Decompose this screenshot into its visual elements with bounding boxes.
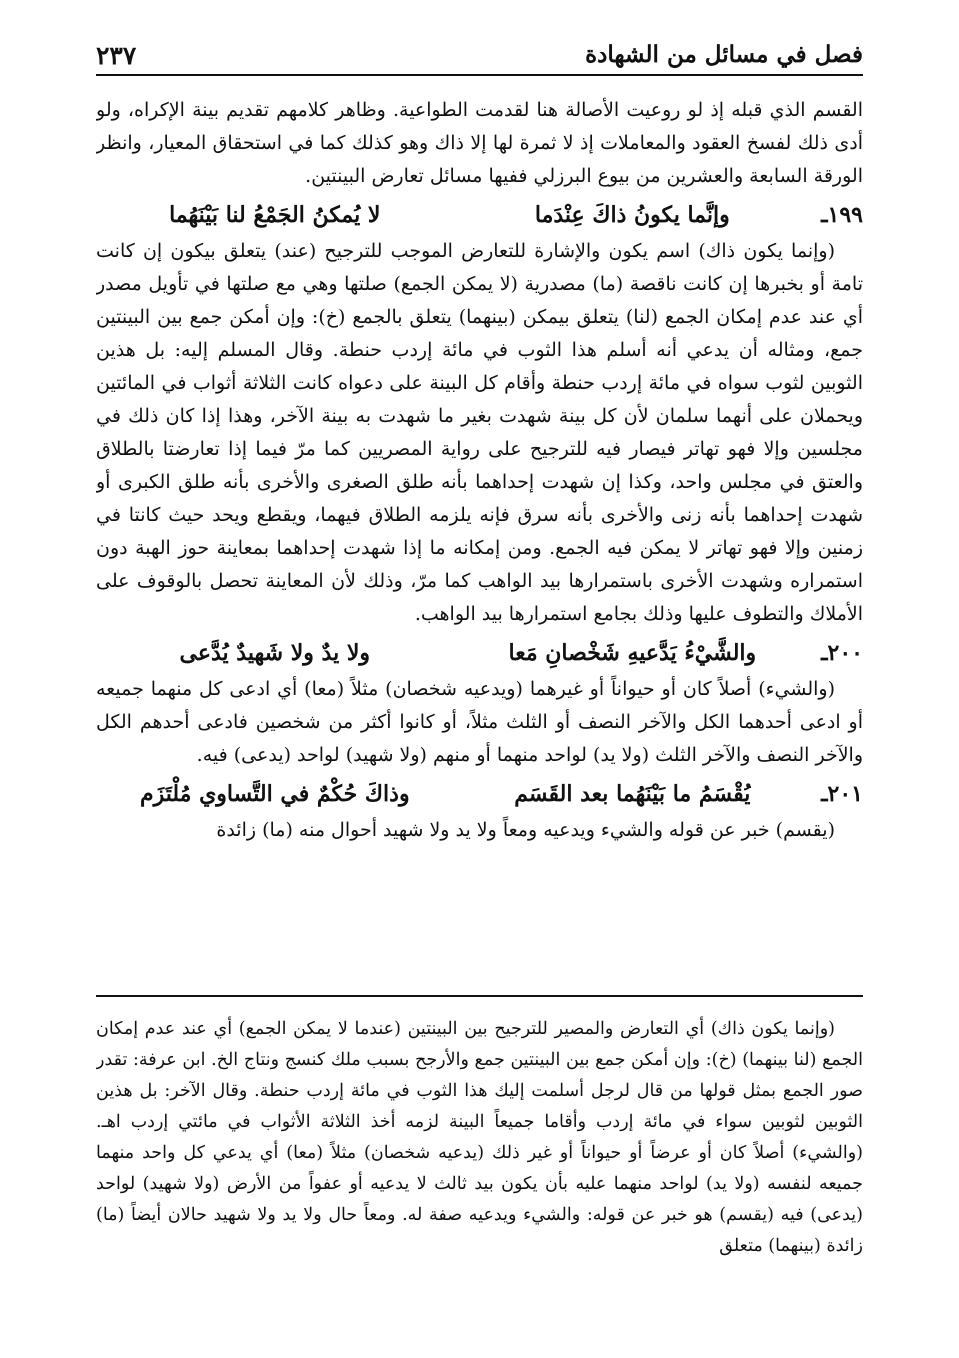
verse-199 bbox=[96, 197, 863, 233]
footnotes bbox=[96, 1014, 863, 1334]
verse-second-hemistich: ولا يدٌ ولا شَهيدٌ يُدَّعى bbox=[179, 640, 371, 666]
running-title: فصل في مسائل من الشهادة bbox=[585, 41, 863, 68]
page-header bbox=[96, 30, 863, 76]
footnote-1: (وإنما يكون ذاك) أي التعارض والمصير للترجيح بين البينتين (عندما لا يمكن الجمع) أي عند عدم إمكان الجمع (لنا بينهما) (خ): وإن أمكن جمع بين البينتين جمع والأرجح بسبب ملك كنسج ونتاج الخ. ابن عرفة: تقدر صور الجمع بمثل قولها من قال لرجل أسلمت إليك هذا الثوب في مائة إردب حنطة. وقال الآخر: بل هذين الثوبين لثوبين سواء في مائة إردب وأقاما جميعاً البينة لزمه أخذ الثلاثة الأثواب في مائتي إردب اهـ. (والشيء) أصلاً كان أو عرضاً أو حيواناً أو غير ذلك (يدعيه شخصان) مثلاً (معا) أي يدعي كل واحد منهما جميعه لنفسه (ولا يد) لواحد منهما عليه بأن يكون بيد ثالث لا يدعيه أو عفواً من الأرض (ولا شهيد) لواحد (يدعى) فيه (يقسم) هو خبر عن قوله: والشيء ويدعيه صفة له. ومعاً حال ولا يد ولا شهيد حالان أيضاً (ما) زائدة (بينهما) متعلق bbox=[96, 1019, 863, 1256]
verse-number: ١٩٩ـ bbox=[821, 202, 863, 228]
paragraph-4: (يقسم) خبر عن قوله والشيء ويدعيه ومعاً ولا يد ولا شهيد أحوال منه (ما) زائدة bbox=[216, 819, 835, 841]
verse-201 bbox=[96, 776, 863, 812]
verse-first-hemistich: والشَّيْءُ يَدَّعيهِ شَخْصانِ مَعا bbox=[508, 640, 757, 666]
verse-200 bbox=[96, 635, 863, 671]
paragraph-1: القسم الذي قبله إذ لو روعيت الأصالة هنا لقدمت الطواعية. وظاهر كلامهم تقديم بينة الإكراه، ولو أدى ذلك لفسخ العقود والمعاملات إذ لا ثمرة لها إلا ذاك وهو كذلك كما في استحقاق المعيار، وانظر الورقة السابعة والعشرين من بيوع البرزلي ففيها مسائل تعارض البينتين. bbox=[96, 99, 863, 187]
main-text bbox=[96, 94, 863, 964]
paragraph-3: (والشيء) أصلاً كان أو حيواناً أو غيرهما (ويدعيه شخصان) مثلاً (معا) أي ادعى كل منهما جميعه أو ادعى أحدهما الكل والآخر النصف أو الثلث مثلاً، أو كانوا أكثر من شخصين فادعى أحدهم الكل والآخر النصف والآخر الثلث (ولا يد) لواحد منهما أو منهم (ولا شهيد) لواحد (يدعى) فيه. bbox=[96, 678, 863, 766]
page-number: ٢٣٧ bbox=[96, 41, 137, 70]
verse-first-hemistich: يُقْسَمُ ما بَيْنَهُما بعد القَسَم bbox=[514, 781, 751, 807]
paragraph-2: (وإنما يكون ذاك) اسم يكون والإشارة للتعارض الموجب للترجيح (عند) يتعلق بيكون إن كانت تامة أو بخبرها إن كانت ناقصة (ما) مصدرية (لا يمكن الجمع) صلتها وهي مع صلتها في تأويل مصدر أي عند عدم إمكان الجمع (لنا) يتعلق بيمكن (بينهما) يتعلق بالجمع (خ): وإن أمكن جمع بين البينتين جمع، ومثاله أن يدعي أنه أسلم هذا الثوب في مائة إردب حنطة. وقال المسلم إليه: بل هذين الثوبين لثوب سواه في مائة إردب حنطة وأقام كل البينة على دعواه كانت الثلاثة أثواب في المائتين ويحملان على أنهما سلمان لأن كل بينة شهدت بغير ما شهدت به بينة الآخر، وهذا إذا كان ذلك في مجلسين وإلا فهو تهاتر فيصار فيه للترجيح على رواية المصريين كما مرّ فيما إذا تعارضتا بالطلاق والعتق في مجلس واحد، وكذا إن شهدت إحداهما بأنه طلق الصغرى والأخرى بأنه طلق الكبرى أو شهدت إحداهما بأنه زنى والأخرى بأنه سرق فإنه يلزمه الطلاق فيهما، ويقطع ويحد حيث كانتا في زمنين وإلا فهو تهاتر لا يمكن فيه الجمع. ومن إمكانه ما إذا شهدت إحداهما بمعاينة حوز الهبة دون استمراره وشهدت الأخرى باستمرارها بيد الواهب كما مرّ، وذلك لأن المعاينة تحصل بالوقوف على الأملاك والتطوف عليها وذلك بجامع استمرارها بيد الواهب. bbox=[96, 240, 863, 625]
verse-second-hemistich: لا يُمكنُ الجَمْعُ لنا بَيْنَهُما bbox=[169, 202, 381, 228]
verse-number: ٢٠١ـ bbox=[821, 781, 863, 807]
verse-first-hemistich: وإنَّما يكونُ ذاكَ عِنْدَما bbox=[534, 202, 730, 228]
footnote-divider bbox=[96, 995, 863, 997]
verse-second-hemistich: وذاكَ حُكْمٌ في التَّساوي مُلْتَزَم bbox=[139, 781, 410, 807]
verse-number: ٢٠٠ـ bbox=[821, 640, 863, 666]
